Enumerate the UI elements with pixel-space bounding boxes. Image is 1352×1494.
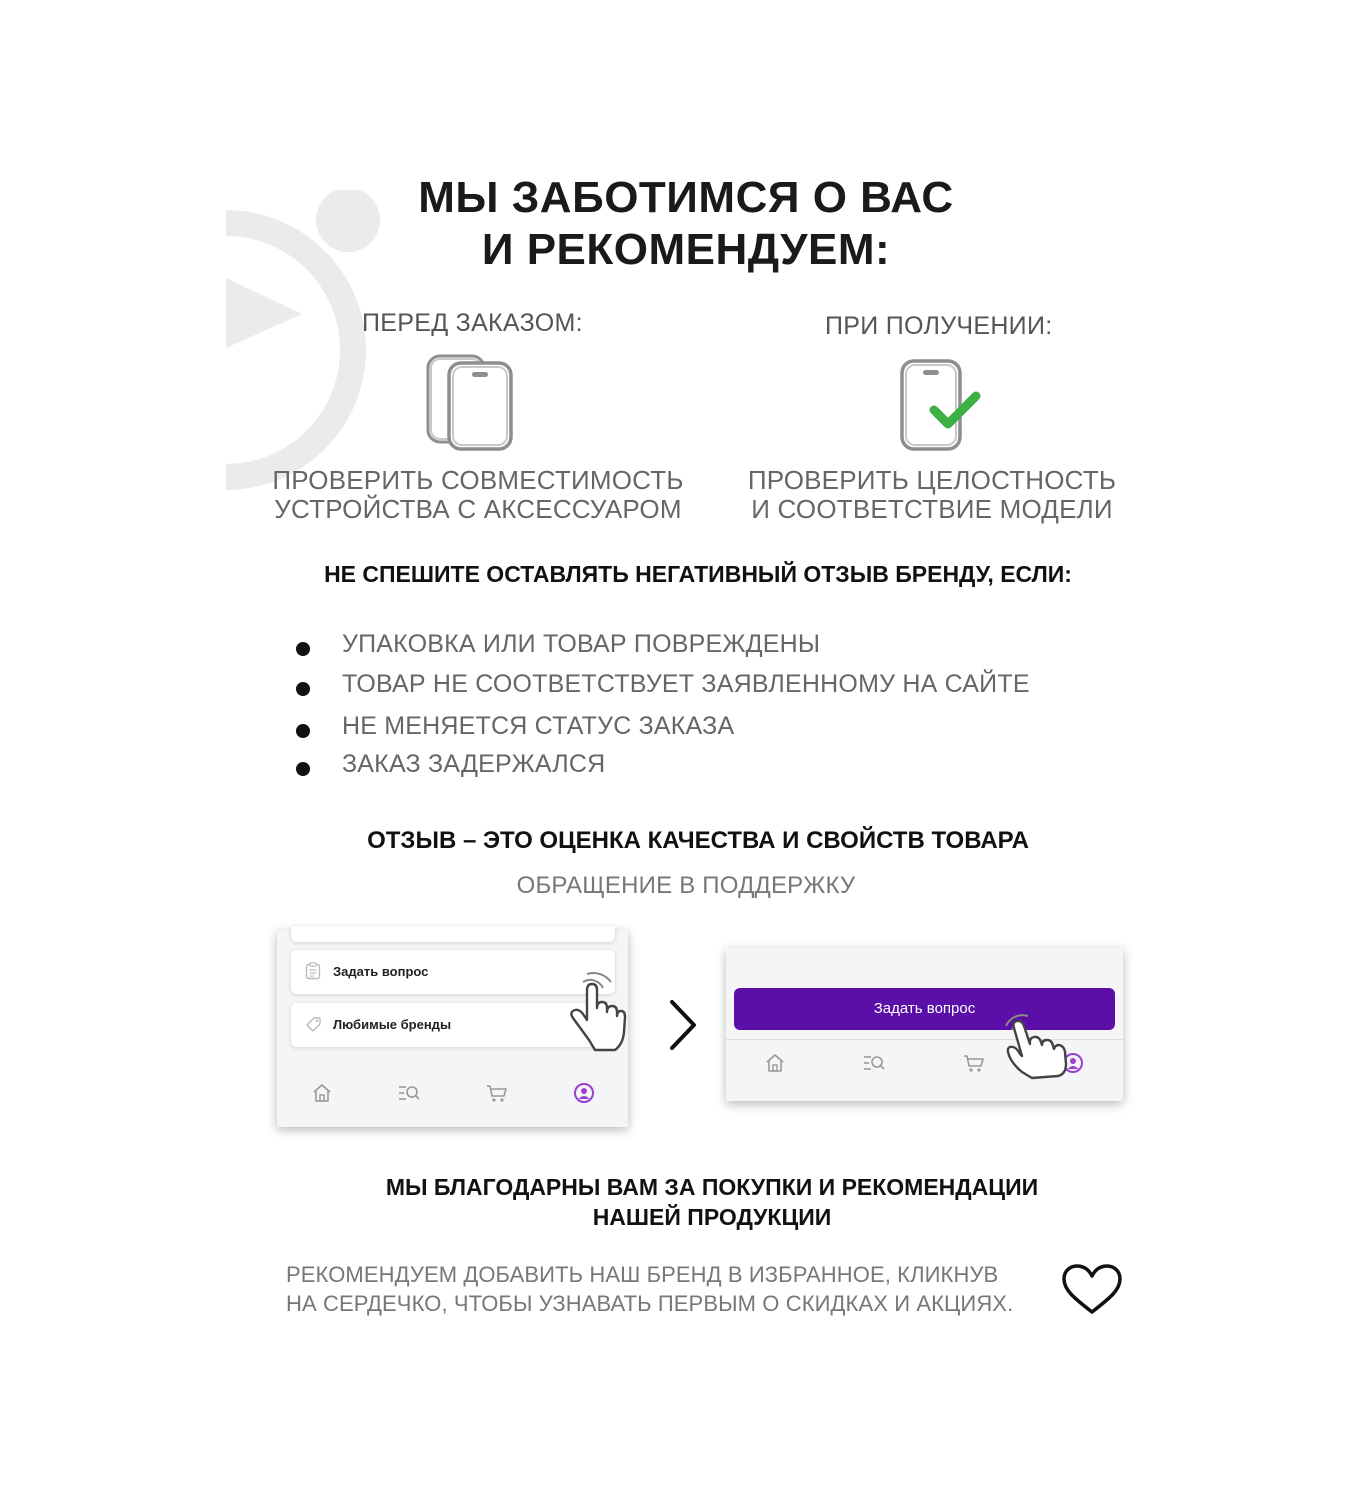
home-icon[interactable]: [311, 1082, 333, 1104]
page-title: [326, 172, 1046, 276]
title-line-2: И РЕКОМЕНДУЕМ:: [481, 225, 891, 274]
cart-icon[interactable]: [485, 1082, 509, 1104]
chevron-right-icon: [668, 998, 698, 1052]
app-screenshot-profile: [277, 930, 628, 1127]
review-note: ОТЗЫВ – ЭТО ОЦЕНКА КАЧЕСТВА И СВОЙСТВ ТОВАРА: [367, 827, 1029, 854]
before-order-text-line-1: ПРОВЕРИТЬ СОВМЕСТИМОСТЬ: [272, 465, 684, 495]
favorite-brands-label: Любимые бренды: [333, 1017, 452, 1032]
heart-icon[interactable]: [1060, 1262, 1124, 1318]
bottom-tab-bar: [277, 1070, 628, 1122]
clipboard-icon: [305, 962, 321, 980]
thanks-line-1: МЫ БЛАГОДАРНЫ ВАМ ЗА ПОКУПКИ И РЕКОМЕНДАЦИИ: [385, 1174, 1039, 1200]
favorite-recommendation: [286, 1260, 1046, 1318]
row-card-top: [291, 926, 615, 942]
thanks-message: [330, 1172, 1094, 1232]
tap-hand-icon: [1002, 1010, 1078, 1080]
recommendation-line-2: НА СЕРДЕЧКО, ЧТОБЫ УЗНАВАТЬ ПЕРВЫМ О СКИДКАХ И АКЦИЯХ.: [286, 1291, 1014, 1316]
before-order-text-line-2: УСТРОЙСТВА С АКСЕССУАРОМ: [274, 494, 682, 524]
list-item-text: ТОВАР НЕ СООТВЕТСТВУЕТ ЗАЯВЛЕННОМУ НА САЙТЕ: [342, 670, 1030, 698]
tap-hand-icon: [561, 968, 627, 1054]
list-item: [294, 750, 1054, 786]
catalog-search-icon[interactable]: [397, 1082, 421, 1104]
tag-icon: [305, 1015, 323, 1033]
cart-icon[interactable]: [962, 1052, 986, 1074]
bullet-dot: [296, 762, 310, 776]
phone-check-icon: [896, 358, 986, 454]
on-receipt-text: [730, 466, 1134, 524]
list-item: [294, 670, 1054, 706]
title-line-1: МЫ ЗАБОТИМСЯ О ВАС: [418, 173, 954, 222]
before-order-title: ПЕРЕД ЗАКАЗОМ:: [362, 309, 583, 337]
list-item: [294, 630, 1054, 666]
list-item-text: НЕ МЕНЯЕТСЯ СТАТУС ЗАКАЗА: [342, 712, 735, 740]
warning-title: НЕ СПЕШИТЕ ОСТАВЛЯТЬ НЕГАТИВНЫЙ ОТЗЫВ БРЕНДУ, ЕСЛИ:: [324, 561, 1072, 587]
on-receipt-text-line-2: И СООТВЕТСТВИЕ МОДЕЛИ: [751, 494, 1113, 524]
before-order-text: [260, 466, 696, 524]
home-icon[interactable]: [764, 1052, 786, 1074]
catalog-search-icon[interactable]: [862, 1052, 886, 1074]
on-receipt-title: ПРИ ПОЛУЧЕНИИ:: [825, 312, 1053, 340]
list-item: [294, 712, 1054, 748]
profile-icon[interactable]: [573, 1082, 595, 1104]
ask-question-button[interactable]: Задать вопрос: [734, 988, 1115, 1030]
bullet-dot: [296, 642, 310, 656]
list-item-text: УПАКОВКА ИЛИ ТОВАР ПОВРЕЖДЕНЫ: [342, 630, 821, 658]
bullet-dot: [296, 682, 310, 696]
on-receipt-text-line-1: ПРОВЕРИТЬ ЦЕЛОСТНОСТЬ: [747, 465, 1117, 495]
support-title: ОБРАЩЕНИЕ В ПОДДЕРЖКУ: [516, 872, 856, 899]
app-screenshot-ask: [726, 948, 1123, 1101]
recommendation-line-1: РЕКОМЕНДУЕМ ДОБАВИТЬ НАШ БРЕНД В ИЗБРАННОЕ, КЛИКНУВ: [286, 1262, 999, 1287]
thanks-line-2: НАШЕЙ ПРОДУКЦИИ: [592, 1204, 832, 1230]
phones-icon: [424, 353, 514, 453]
list-item-text: ЗАКАЗ ЗАДЕРЖАЛСЯ: [342, 750, 606, 778]
ask-question-label: Задать вопрос: [333, 964, 429, 979]
bullet-dot: [296, 724, 310, 738]
